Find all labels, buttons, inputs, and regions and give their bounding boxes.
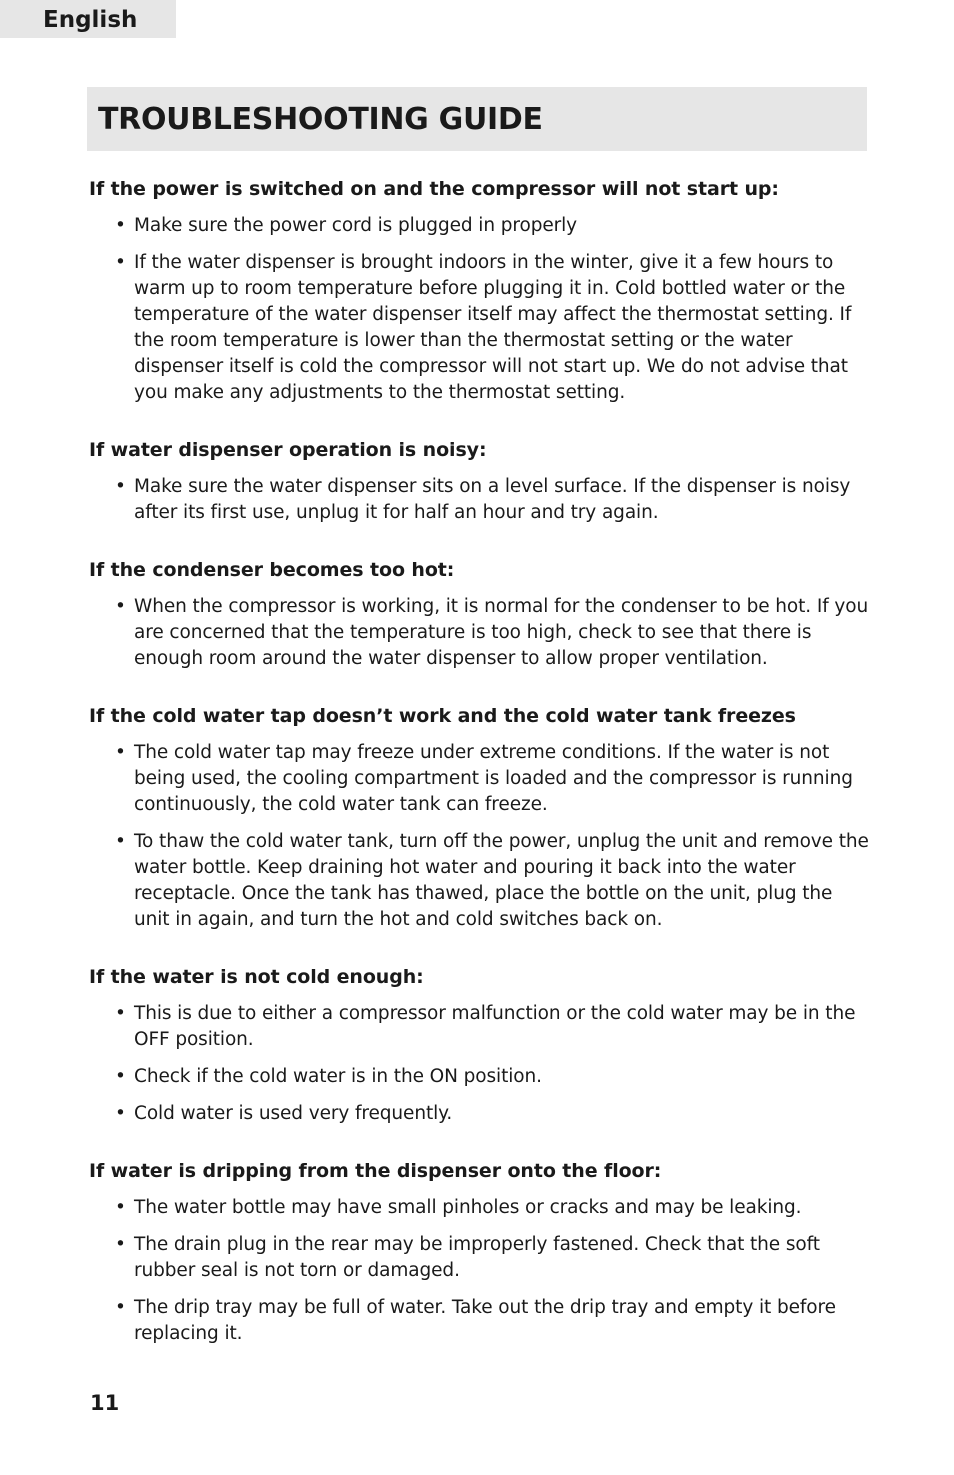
bullet-list <box>89 1001 869 1127</box>
bullet-list <box>89 213 869 406</box>
section-heading: If water is dripping from the dispenser onto the floor: <box>89 1160 662 1182</box>
section-noisy-operation <box>89 437 869 526</box>
list-item: • The drip tray may be full of water. Take out the drip tray and empty it before replacing it. <box>89 1295 869 1347</box>
section-heading: If the cold water tap doesn’t work and the cold water tank freezes <box>89 705 796 727</box>
bullet-list <box>89 474 869 526</box>
section-heading: If water dispenser operation is noisy: <box>89 439 487 461</box>
list-item: • The cold water tap may freeze under extreme conditions. If the water is not being used, the cooling compartment is loaded and the compressor is running continuously, the cold water tank can freeze. <box>89 740 869 818</box>
section-cold-tap-freezes <box>89 703 869 933</box>
list-item: • Make sure the power cord is plugged in properly <box>89 213 869 239</box>
bullet-list <box>89 740 869 933</box>
section-heading: If the condenser becomes too hot: <box>89 559 455 581</box>
section-heading: If the power is switched on and the compressor will not start up: <box>89 178 779 200</box>
section-water-dripping <box>89 1158 869 1347</box>
bullet-list <box>89 594 869 672</box>
section-condenser-too-hot <box>89 557 869 672</box>
section-compressor-not-starting <box>89 176 869 406</box>
list-item: • To thaw the cold water tank, turn off the power, unplug the unit and remove the water bottle. Keep draining hot water and pouring it back into the water receptacle. Once the tank has thawed, place the bottle on the unit, plug the unit in again, and turn the hot and cold switches back on. <box>89 829 869 933</box>
language-tab: English <box>0 0 176 38</box>
troubleshooting-content <box>89 176 869 1378</box>
list-item: • The water bottle may have small pinholes or cracks and may be leaking. <box>89 1195 869 1221</box>
section-heading: If the water is not cold enough: <box>89 966 424 988</box>
page-title: TROUBLESHOOTING GUIDE <box>98 102 543 137</box>
list-item: • This is due to either a compressor malfunction or the cold water may be in the OFF position. <box>89 1001 869 1053</box>
list-item: • Cold water is used very frequently. <box>89 1101 869 1127</box>
section-water-not-cold <box>89 964 869 1127</box>
page-number: 11 <box>90 1391 120 1415</box>
title-banner <box>87 87 867 151</box>
list-item: • If the water dispenser is brought indoors in the winter, give it a few hours to warm up to room temperature before plugging it in. Cold bottled water or the temperature of the water dispenser itself may affect the thermostat setting. If the room temperature is lower than the thermostat setting or the water dispenser itself is cold the compressor will not start up. We do not advise that you make any adjustments to the thermostat setting. <box>89 250 869 406</box>
list-item: • The drain plug in the rear may be improperly fastened. Check that the soft rubber seal is not torn or damaged. <box>89 1232 869 1284</box>
list-item: • Check if the cold water is in the ON position. <box>89 1064 869 1090</box>
bullet-list <box>89 1195 869 1347</box>
list-item: • When the compressor is working, it is normal for the condenser to be hot. If you are concerned that the temperature is too high, check to see that there is enough room around the water dispenser to allow proper ventilation. <box>89 594 869 672</box>
list-item: • Make sure the water dispenser sits on a level surface. If the dispenser is noisy after its first use, unplug it for half an hour and try again. <box>89 474 869 526</box>
